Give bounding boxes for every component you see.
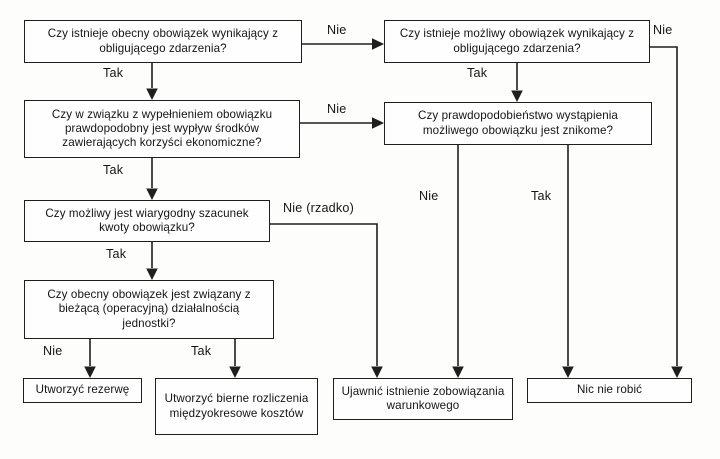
edge-label-q5-a3-nie-rzadko: Nie (rzadko) [283,201,354,215]
node-question-dzialalnosc-operacyjna: Czy obecny obowiązek jest związany z bieżącą (operacyjną) działalnością jednostki? [24,280,274,339]
edge-label-q4-a3-nie: Nie [419,189,439,203]
arrowhead-down-icon [671,367,683,379]
edge-label-q3-q5-tak: Tak [103,163,124,177]
node-question-wiarygodny-szacunek: Czy możliwy jest wiarygodny szacunek kwoty obowiązku? [24,200,270,242]
arrowhead-down-icon [452,367,464,379]
edge-label-q2-q4-tak: Tak [467,66,488,80]
edge-label-q1-q3-tak: Tak [103,66,124,80]
arrowhead-down-icon [146,189,158,201]
arrowhead-right-icon [372,38,384,50]
node-question-mozliwy-obowiazek: Czy istnieje możliwy obowiązek wynikający z obligującego zdarzenia? [384,20,650,63]
node-question-wyplyw-srodkow: Czy w związku z wypełnieniem obowiązku prawdopodobny jest wypływ środków zawierających korzyści ekonomiczne? [24,100,300,158]
arrowhead-down-icon [146,269,158,281]
edge-label-q1-q2-nie: Nie [327,23,347,37]
arrowhead-down-icon [229,367,241,379]
edge-q5-a3 [270,224,377,366]
node-outcome-utworzyc-rezerwe: Utworzyć rezerwę [23,378,142,403]
node-outcome-nic-nie-robic: Nic nie robić [527,378,692,403]
node-outcome-ujawnic-zobowiazanie: Ujawnić istnienie zobowiązania warunkowego [333,378,513,420]
edge-label-q5-q6-tak: Tak [106,247,127,261]
node-outcome-bierne-rozliczenia: Utworzyć bierne rozliczenia międzyokresowe kosztów [155,378,318,435]
arrowhead-down-icon [562,367,574,379]
edge-label-q2-a4-nie: Nie [653,23,673,37]
arrowhead-right-icon [372,117,384,129]
edge-label-q6-a2-tak: Tak [191,344,212,358]
edge-q2-a4 [650,47,677,366]
arrowhead-down-icon [511,91,523,103]
edge-label-q6-a1-nie: Nie [43,344,63,358]
node-question-obecny-obowiazek: Czy istnieje obecny obowiązek wynikający z obligującego zdarzenia? [24,20,302,63]
node-question-prawdopodobienstwo-znikome: Czy prawdopodobieństwo wystąpienia możliwego obowiązku jest znikome? [384,102,652,145]
arrowhead-down-icon [371,367,383,379]
edge-label-q4-a4-tak: Tak [531,189,552,203]
edge-label-q3-q4-nie: Nie [327,102,347,116]
arrowhead-down-icon [84,367,96,379]
arrowhead-down-icon [146,89,158,101]
